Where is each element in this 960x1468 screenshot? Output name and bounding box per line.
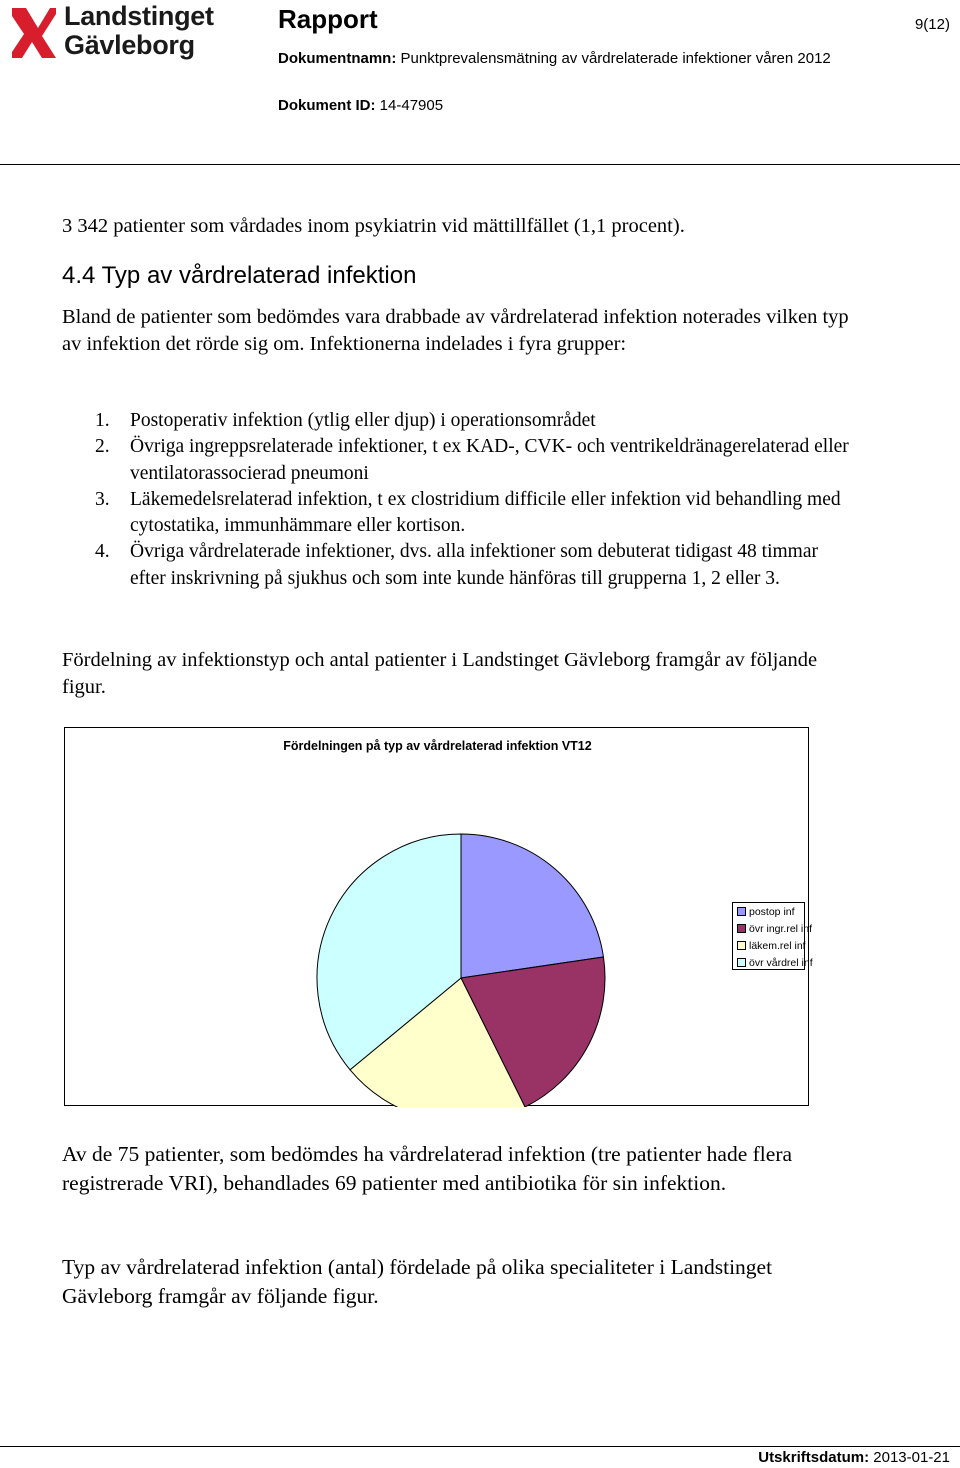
legend-item-lakem xyxy=(737,939,806,953)
legend-label: övr vårdrel inf xyxy=(749,957,813,969)
list-item xyxy=(95,539,855,592)
list-item-number: 3. xyxy=(95,488,110,510)
paragraph-3: Av de 75 patienter, som bedömdes ha vårdrelaterad infektion (tre patienter hade flera registrerade VRI), behandlades 69 patienter med antibiotika för sin infektion. xyxy=(62,1142,793,1195)
legend-swatch xyxy=(737,907,746,916)
document-name-value: Punktprevalensmätning av vårdrelaterade infektioner våren 2012 xyxy=(400,50,831,67)
list-item-text: Läkemedelsrelaterad infektion, t ex clostridium difficile eller infektion vid behandling med cytostatika, immunhämmare eller kortison. xyxy=(130,488,841,537)
legend-item-ovr-vardrel xyxy=(737,956,813,970)
page-number: 9(12) xyxy=(914,16,950,33)
intro-line: 3 342 patienter som vårdades inom psykiatrin vid mättillfället (1,1 procent). xyxy=(62,215,685,237)
logo-line-2: Gävleborg xyxy=(64,30,195,60)
legend-item-postop xyxy=(737,905,795,919)
chart-legend xyxy=(732,902,813,970)
document-id xyxy=(278,97,443,114)
list-item-text: Postoperativ infektion (ytlig eller djup) i operationsområdet xyxy=(130,410,596,431)
pie-slice-1 xyxy=(461,834,603,978)
pie-chart-plot xyxy=(65,728,813,1107)
logo xyxy=(8,2,218,62)
footer-divider xyxy=(0,1446,960,1447)
chart-title: Fördelningen på typ av vårdrelaterad infektion VT12 xyxy=(283,739,592,753)
document-name-label: Dokumentnamn: xyxy=(278,50,397,67)
infection-group-list xyxy=(95,408,855,592)
legend-swatch xyxy=(737,941,746,950)
logo-line-1: Landstinget xyxy=(64,1,214,31)
print-date-value: 2013-01-21 xyxy=(873,1449,950,1466)
legend-label: läkem.rel inf xyxy=(749,940,806,952)
document-id-value: 14-47905 xyxy=(379,97,444,114)
list-item-number: 2. xyxy=(95,436,110,458)
pie-chart xyxy=(64,727,813,1106)
paragraph-1: Bland de patienter som bedömdes vara drabbade av vårdrelaterad infektion noterades vilken typ av infektion det rörde sig om. Infektionerna indelades i fyra grupper: xyxy=(62,306,849,355)
legend-label: övr ingr.rel inf xyxy=(749,923,813,935)
print-date-label: Utskriftsdatum: xyxy=(758,1449,870,1466)
paragraph-4: Typ av vårdrelaterad infektion (antal) fördelade på olika specialiteter i Landstinget Gävleborg framgår av följande figur. xyxy=(62,1255,773,1308)
header-divider xyxy=(0,164,960,165)
legend-item-ovr-ingr xyxy=(737,922,812,936)
list-item-number: 4. xyxy=(95,541,110,563)
legend-swatch xyxy=(737,924,746,933)
list-item xyxy=(95,487,855,540)
print-date xyxy=(758,1449,950,1466)
list-item xyxy=(95,408,855,434)
document-id-label: Dokument ID: xyxy=(278,97,376,114)
document-name xyxy=(278,50,831,67)
legend-label: postop inf xyxy=(749,906,795,918)
logo-mark-icon xyxy=(8,4,58,62)
list-item-text: Övriga vårdrelaterade infektioner, dvs. alla infektioner som debuterat tidigast 48 timmar efter inskrivning på sjukhus och som inte kunde hänföras till grupperna 1, 2 eller 3. xyxy=(130,541,818,589)
legend-swatch xyxy=(737,958,746,967)
section-heading: 4.4 Typ av vårdrelaterad infektion xyxy=(62,262,417,289)
logo-text xyxy=(64,2,214,60)
paragraph-2: Fördelning av infektionstyp och antal patienter i Landstinget Gävleborg framgår av följande figur. xyxy=(62,649,818,698)
list-item xyxy=(95,434,855,487)
list-item-number: 1. xyxy=(95,410,110,431)
list-item-text: Övriga ingreppsrelaterade infektioner, t ex KAD-, CVK- och ventrikeldränagerelaterad eller ventilatorassocierad pneumoni xyxy=(130,436,849,484)
report-title: Rapport xyxy=(278,4,378,34)
